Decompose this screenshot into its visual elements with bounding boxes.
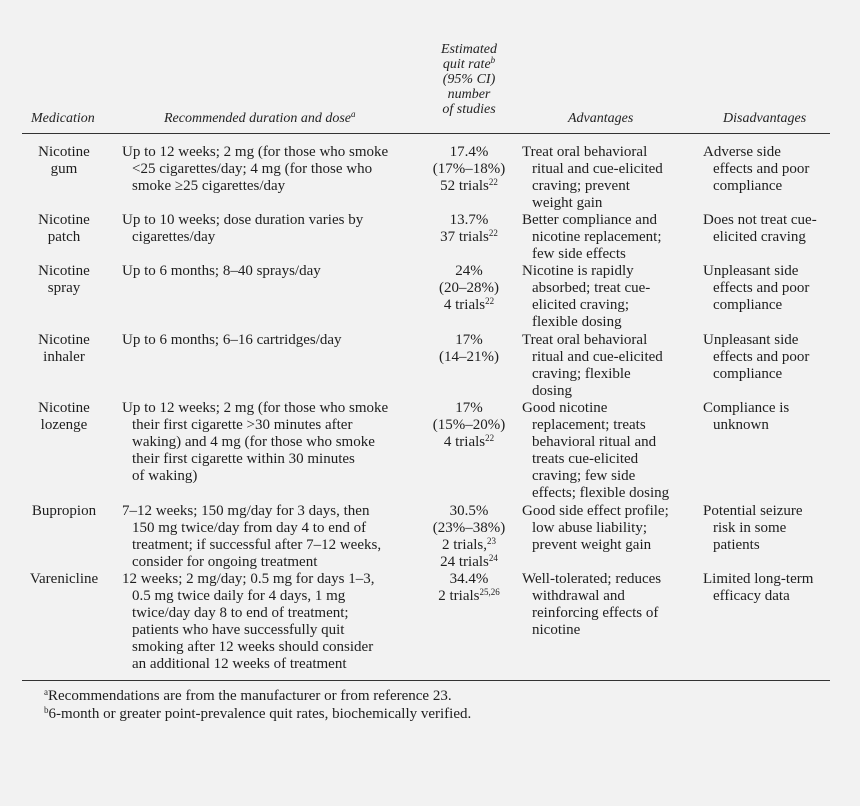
advantages-cell xyxy=(522,332,694,400)
trials-text: 24 trials xyxy=(440,554,489,570)
text-line: weight gain xyxy=(532,195,603,211)
text-line: prevent weight gain xyxy=(532,537,652,553)
text-line: Up to 12 weeks; 2 mg (for those who smoke xyxy=(122,144,389,160)
text-line: 7–12 weeks; 150 mg/day for 3 days, then xyxy=(122,503,370,519)
medication-cell xyxy=(29,263,99,297)
header-rate-text: quit rate xyxy=(442,57,491,72)
advantages-cell xyxy=(522,212,694,263)
text-line: (15%–20%) xyxy=(432,417,506,433)
reference-marker: 22 xyxy=(485,296,495,306)
text-line: Up to 6 months; 6–16 cartridges/day xyxy=(122,332,342,348)
text-line: of waking) xyxy=(132,468,198,484)
disadvantages-cell xyxy=(703,144,833,195)
text-line: unknown xyxy=(713,417,769,433)
dose-cell xyxy=(122,503,422,571)
text-line: Unpleasant side xyxy=(703,263,799,279)
text-line: inhaler xyxy=(43,349,85,365)
header-rate-line: of studies xyxy=(442,102,496,117)
trials-text: 4 trials xyxy=(443,297,486,313)
text-line: Treat oral behavioral xyxy=(522,144,648,160)
quit-rate-cell xyxy=(425,144,513,195)
text-line: waking) and 4 mg (for those who smoke xyxy=(132,434,375,450)
text-line: Treat oral behavioral xyxy=(522,332,648,348)
dose-cell xyxy=(122,332,422,349)
text-line: Adverse side xyxy=(703,144,781,160)
dose-cell xyxy=(122,263,422,280)
medication-cell xyxy=(29,212,99,246)
text-line: Good side effect profile; xyxy=(522,503,669,519)
quit-rate-cell xyxy=(425,400,513,451)
text-line: Good nicotine xyxy=(522,400,608,416)
text-line: 30.5% xyxy=(449,503,489,519)
text-line: effects and poor xyxy=(713,280,810,296)
text-line: ritual and cue-elicited xyxy=(532,161,663,177)
disadvantages-cell xyxy=(703,503,833,554)
text-line: 0.5 mg twice daily for 4 days, 1 mg xyxy=(132,588,346,604)
header-quit-rate xyxy=(430,42,508,117)
text-line: their first cigarette within 30 minutes xyxy=(132,451,355,467)
text-line: <25 cigarettes/day; 4 mg (for those who xyxy=(132,161,373,177)
text-line: Bupropion xyxy=(31,503,97,519)
text-line: craving; prevent xyxy=(532,178,630,194)
medication-cell xyxy=(29,400,99,434)
footnote-b xyxy=(44,706,471,723)
table-top-rule xyxy=(22,133,830,134)
text-line: ritual and cue-elicited xyxy=(532,349,663,365)
text-line: treats cue-elicited xyxy=(532,451,639,467)
text-line: spray xyxy=(47,280,81,296)
text-line: flexible dosing xyxy=(532,314,622,330)
dose-cell xyxy=(122,400,422,485)
trials-text: 4 trials xyxy=(443,434,486,450)
disadvantages-cell xyxy=(703,263,833,314)
text-line: 12 weeks; 2 mg/day; 0.5 mg for days 1–3, xyxy=(122,571,375,587)
disadvantages-cell xyxy=(703,212,833,246)
text-line: low abuse liability; xyxy=(532,520,647,536)
text-line: gum xyxy=(50,161,78,177)
header-rate-line: number xyxy=(447,87,491,102)
text-line xyxy=(425,434,513,451)
disadvantages-cell xyxy=(703,571,833,605)
text-line: replacement; treats xyxy=(532,417,646,433)
text-line: an additional 12 weeks of treatment xyxy=(132,656,347,672)
text-line xyxy=(425,229,513,246)
text-line: Unpleasant side xyxy=(703,332,799,348)
disadvantages-cell xyxy=(703,400,833,434)
text-line: patch xyxy=(47,229,81,245)
text-line: (17%–18%) xyxy=(432,161,506,177)
trials-text: 2 trials, xyxy=(442,537,487,553)
header-rate-line: (95% CI) xyxy=(442,72,496,87)
header-rate-line: Estimated xyxy=(441,42,497,57)
text-line: Nicotine xyxy=(38,144,90,160)
text-line: 17.4% xyxy=(449,144,489,160)
text-line: craving; few side xyxy=(532,468,636,484)
text-line: compliance xyxy=(713,297,783,313)
text-line xyxy=(425,178,513,195)
text-line: Varenicline xyxy=(29,571,99,587)
text-line: behavioral ritual and xyxy=(532,434,657,450)
text-line: patients xyxy=(713,537,760,553)
footnote-a xyxy=(44,688,452,705)
trials-text: 2 trials xyxy=(438,588,480,604)
text-line: Does not treat cue- xyxy=(703,212,817,228)
text-line: withdrawal and xyxy=(532,588,625,604)
quit-rate-cell xyxy=(425,263,513,314)
reference-marker: 25,26 xyxy=(479,587,500,597)
advantages-cell xyxy=(522,144,694,212)
text-line: consider for ongoing treatment xyxy=(132,554,318,570)
text-line: twice/day day 8 to end of treatment; xyxy=(132,605,349,621)
text-line xyxy=(425,588,513,605)
advantages-cell xyxy=(522,571,694,639)
text-line xyxy=(425,537,513,554)
header-rate-line xyxy=(430,57,508,72)
header-dose xyxy=(164,111,356,126)
quit-rate-cell xyxy=(425,503,513,571)
footnote-marker: b xyxy=(44,705,49,715)
footnote-text: 6-month or greater point-prevalence quit rates, biochemically verified. xyxy=(48,706,472,722)
text-line: Nicotine xyxy=(38,263,90,279)
text-line: nicotine replacement; xyxy=(532,229,662,245)
footnote-marker: a xyxy=(351,109,356,119)
disadvantages-cell xyxy=(703,332,833,383)
text-line: dosing xyxy=(532,383,573,399)
text-line: 17% xyxy=(455,400,483,416)
quit-rate-cell xyxy=(425,571,513,605)
advantages-cell xyxy=(522,400,694,502)
reference-marker: 23 xyxy=(487,536,496,546)
text-line xyxy=(425,554,513,571)
medication-cell xyxy=(29,332,99,366)
text-line: (14–21%) xyxy=(439,349,499,365)
text-line: absorbed; treat cue- xyxy=(532,280,651,296)
text-line: craving; flexible xyxy=(532,366,631,382)
text-line: Potential seizure xyxy=(703,503,803,519)
text-line: elicited craving; xyxy=(532,297,630,313)
dose-cell xyxy=(122,212,422,246)
text-line: Up to 10 weeks; dose duration varies by xyxy=(122,212,364,228)
text-line: Better compliance and xyxy=(522,212,657,228)
text-line: (20–28%) xyxy=(439,280,499,296)
medication-cell xyxy=(29,144,99,178)
text-line: nicotine xyxy=(532,622,581,638)
text-line: lozenge xyxy=(40,417,88,433)
footnote-text: Recommendations are from the manufacturer or from reference 23. xyxy=(48,688,452,704)
text-line: effects and poor xyxy=(713,349,810,365)
text-line: cigarettes/day xyxy=(132,229,216,245)
reference-marker: 22 xyxy=(488,177,498,187)
text-line: (23%–38%) xyxy=(432,520,506,536)
text-line: few side effects xyxy=(532,246,626,262)
text-line: Nicotine xyxy=(38,400,90,416)
text-line: reinforcing effects of xyxy=(532,605,659,621)
text-line: elicited craving xyxy=(713,229,806,245)
quit-rate-cell xyxy=(425,212,513,246)
header-disadvantages: Disadvantages xyxy=(723,111,807,126)
text-line: effects and poor xyxy=(713,161,810,177)
medication-cell xyxy=(29,503,99,520)
table-bottom-rule xyxy=(22,680,830,681)
advantages-cell xyxy=(522,503,694,554)
text-line: 17% xyxy=(455,332,483,348)
text-line: risk in some xyxy=(713,520,787,536)
text-line: Well-tolerated; reduces xyxy=(522,571,662,587)
text-line: 13.7% xyxy=(449,212,489,228)
text-line: 150 mg twice/day from day 4 to end of xyxy=(132,520,367,536)
advantages-cell xyxy=(522,263,694,331)
header-dose-text: Recommended duration and dose xyxy=(164,111,352,126)
text-line: 24% xyxy=(455,263,483,279)
text-line: Nicotine is rapidly xyxy=(522,263,634,279)
reference-marker: 22 xyxy=(488,228,498,238)
reference-marker: 24 xyxy=(488,553,498,563)
text-line: Nicotine xyxy=(38,212,90,228)
text-line: smoking after 12 weeks should consider xyxy=(132,639,374,655)
medication-cell xyxy=(29,571,99,588)
footnote-marker: a xyxy=(44,687,48,697)
dose-cell xyxy=(122,144,422,195)
text-line: compliance xyxy=(713,366,783,382)
text-line: efficacy data xyxy=(713,588,790,604)
text-line: 34.4% xyxy=(449,571,489,587)
trials-text: 52 trials xyxy=(440,178,489,194)
text-line: smoke ≥25 cigarettes/day xyxy=(132,178,286,194)
text-line: patients who have successfully quit xyxy=(132,622,345,638)
header-advantages: Advantages xyxy=(568,111,634,126)
text-line: Nicotine xyxy=(38,332,90,348)
text-line: Up to 6 months; 8–40 sprays/day xyxy=(122,263,321,279)
text-line: Compliance is xyxy=(703,400,790,416)
header-medication: Medication xyxy=(31,111,95,126)
text-line: treatment; if successful after 7–12 weeks, xyxy=(132,537,382,553)
footnote-marker: b xyxy=(490,55,496,65)
text-line: their first cigarette >30 minutes after xyxy=(132,417,353,433)
quit-rate-cell xyxy=(425,332,513,366)
text-line: effects; flexible dosing xyxy=(532,485,670,501)
text-line xyxy=(425,297,513,314)
text-line: Up to 12 weeks; 2 mg (for those who smoke xyxy=(122,400,389,416)
text-line: compliance xyxy=(713,178,783,194)
dose-cell xyxy=(122,571,422,673)
reference-marker: 22 xyxy=(485,433,495,443)
trials-text: 37 trials xyxy=(440,229,489,245)
text-line: Limited long-term xyxy=(703,571,814,587)
